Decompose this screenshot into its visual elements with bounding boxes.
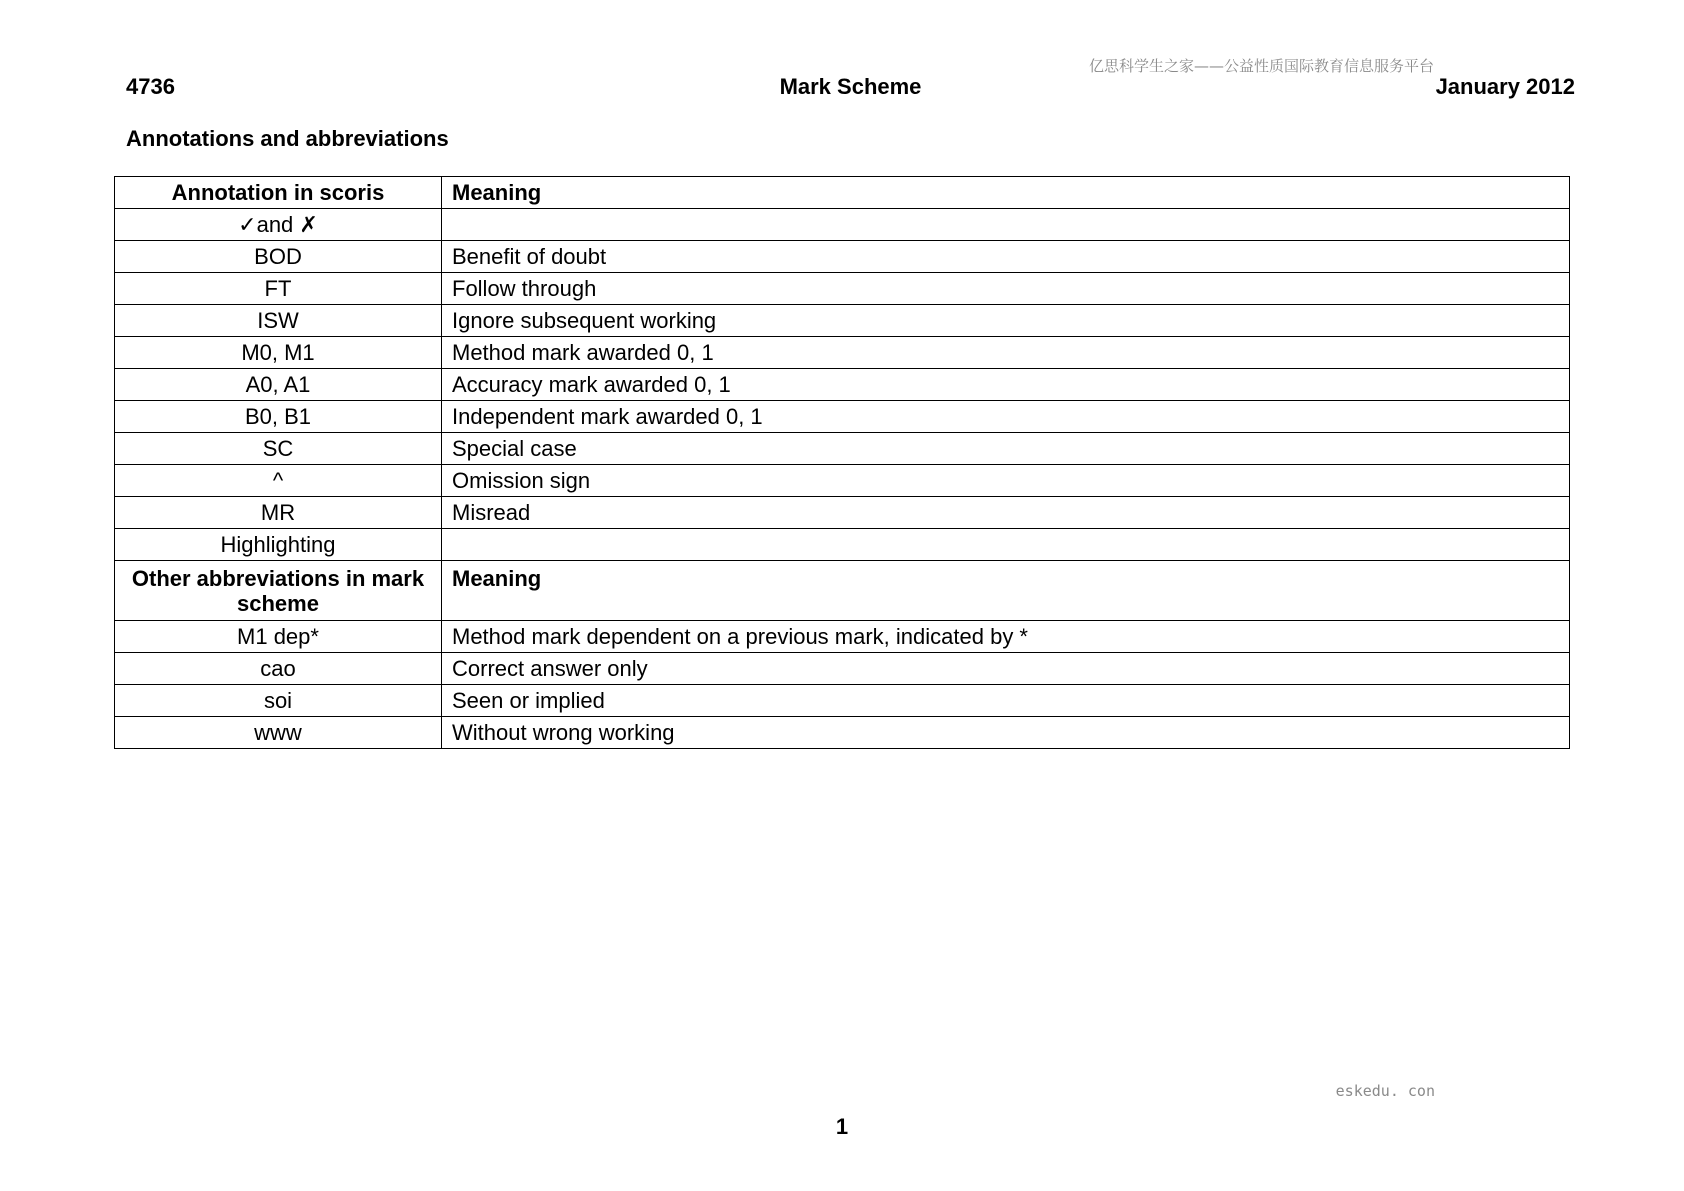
annotation-cell: A0, A1 [115, 369, 442, 401]
table-row [115, 273, 1570, 305]
annotation-cell: ISW [115, 305, 442, 337]
annotation-cell: ^ [115, 465, 442, 497]
meaning-cell: Accuracy mark awarded 0, 1 [442, 369, 1570, 401]
annotation-cell: M0, M1 [115, 337, 442, 369]
meaning-cell: Misread [442, 497, 1570, 529]
table-row [115, 685, 1570, 717]
table-row [115, 497, 1570, 529]
table-row [115, 369, 1570, 401]
annotation-cell: B0, B1 [115, 401, 442, 433]
meaning-cell: Method mark awarded 0, 1 [442, 337, 1570, 369]
table-row [115, 209, 1570, 241]
table-row [115, 465, 1570, 497]
meaning-cell [442, 209, 1570, 241]
meaning-cell: Correct answer only [442, 653, 1570, 685]
table-row [115, 241, 1570, 273]
abbreviation-cell: cao [115, 653, 442, 685]
table-row [115, 529, 1570, 561]
meaning-cell: Seen or implied [442, 685, 1570, 717]
annotation-cell: FT [115, 273, 442, 305]
header-annotation-cell: Annotation in scoris [115, 177, 442, 209]
meaning-cell: Follow through [442, 273, 1570, 305]
annotation-cell: MR [115, 497, 442, 529]
meaning-cell: Omission sign [442, 465, 1570, 497]
table-row [115, 433, 1570, 465]
page-header [126, 74, 1575, 104]
exam-date: January 2012 [1435, 74, 1575, 99]
paper-code: 4736 [126, 74, 175, 99]
table-row [115, 401, 1570, 433]
annotation-cell: Highlighting [115, 529, 442, 561]
table-header-row [115, 177, 1570, 209]
annotations-table [114, 176, 1570, 749]
abbreviation-cell: soi [115, 685, 442, 717]
table-row [115, 717, 1570, 749]
watermark-bottom-text: eskedu. con [1335, 1082, 1435, 1100]
meaning-cell [442, 529, 1570, 561]
meaning-cell: Ignore subsequent working [442, 305, 1570, 337]
header-meaning-cell: Meaning [442, 561, 1570, 621]
abbreviation-cell: M1 dep* [115, 621, 442, 653]
table-subheader-row [115, 561, 1570, 621]
section-title: Annotations and abbreviations [126, 126, 449, 151]
meaning-cell: Method mark dependent on a previous mark, indicated by * [442, 621, 1570, 653]
meaning-cell: Without wrong working [442, 717, 1570, 749]
header-meaning-cell: Meaning [442, 177, 1570, 209]
annotation-cell: ✓and ✗ [115, 209, 442, 241]
annotation-cell: SC [115, 433, 442, 465]
abbreviation-cell: www [115, 717, 442, 749]
table-row [115, 337, 1570, 369]
document-title: Mark Scheme [779, 74, 922, 99]
page-number: 1 [835, 1114, 849, 1139]
table-row [115, 653, 1570, 685]
annotation-cell: BOD [115, 241, 442, 273]
watermark-top-text: 亿思科学生之家——公益性质国际教育信息服务平台 [1088, 57, 1434, 75]
header-other-abbreviations-cell: Other abbreviations in mark scheme [115, 561, 442, 621]
table-row [115, 621, 1570, 653]
table-row [115, 305, 1570, 337]
meaning-cell: Benefit of doubt [442, 241, 1570, 273]
meaning-cell: Independent mark awarded 0, 1 [442, 401, 1570, 433]
meaning-cell: Special case [442, 433, 1570, 465]
